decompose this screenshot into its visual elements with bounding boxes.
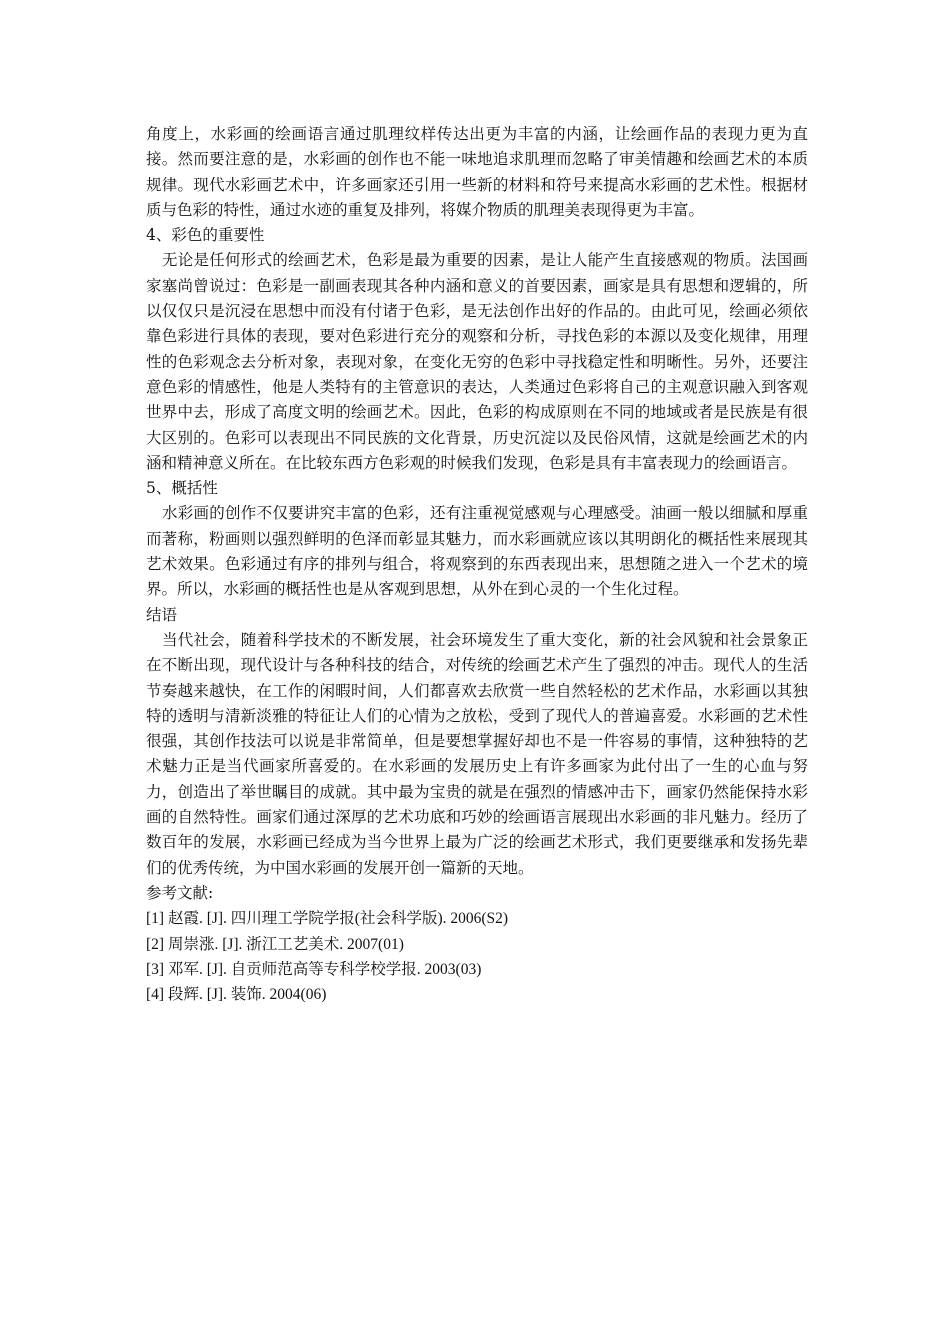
references-heading: 参考文献:	[146, 883, 214, 902]
document-page	[146, 122, 808, 1007]
conclusion-body: 当代社会，随着科学技术的不断发展，社会环境发生了重大变化，新的社会风貌和社会景象正在不断出现，现代设计与各种科技的结合，对传统的绘画艺术产生了强烈的冲击。现代人的生活节奏越来越快，在工作的闲暇时间，人们都喜欢去欣赏一些自然轻松的艺术作品，水彩画以其独特的透明与清新淡雅的特征让人们的心情为之放松，受到了现代人的普遍喜爱。水彩画的艺术性很强，其创作技法可以说是非常简单，但是要想掌握好却也不是一件容易的事情，这种独特的艺术魅力正是当代画家所喜爱的。在水彩画的发展历史上有许多画家为此付出了一生的心血与努力，创造出了举世瞩目的成就。其中最为宝贵的就是在强烈的情感冲击下，画家仍然能保持水彩画的自然特性。画家们通过深厚的艺术功底和巧妙的绘画语言展现出水彩画的非凡魅力。经历了数百年的发展，水彩画已经成为当今世界上最为广泛的绘画艺术形式，我们更要继承和发扬先辈们的优秀传统，为中国水彩画的发展开创一篇新的天地。	[146, 630, 808, 877]
reference-item: [1] 赵霞. [J]. 四川理工学院学报(社会科学版). 2006(S2)	[146, 910, 509, 928]
section-4-heading: 4、彩色的重要性	[146, 226, 265, 245]
conclusion-heading: 结语	[146, 605, 178, 624]
references-list	[146, 906, 808, 1007]
section-5-body: 水彩画的创作不仅要讲究丰富的色彩，还有注重视觉感观与心理感受。油画一般以细腻和厚重而著称，粉画则以强烈鲜明的色泽而彰显其魅力，而水彩画就应该以其明朗化的概括性来展现其艺术效果。色彩通过有序的排列与组合，将观察到的东西表现出来，思想随之进入一个艺术的境界。所以，水彩画的概括性也是从客观到思想，从外在到心灵的一个生化过程。	[146, 504, 808, 599]
section-5-heading: 5、概括性	[146, 479, 218, 498]
section-4-body: 无论是任何形式的绘画艺术，色彩是最为重要的因素，是让人能产生直接感观的物质。法国画家塞尚曾说过：色彩是一副画表现其各种内涵和意义的首要因素，画家是具有思想和逻辑的，所以仅仅只是沉浸在思想中而没有付诸于色彩，是无法创作出好的作品的。由此可见，绘画必须依靠色彩进行具体的表现，要对色彩进行充分的观察和分析，寻找色彩的本源以及变化规律，用理性的色彩观念去分析对象，表现对象，在变化无穷的色彩中寻找稳定性和明晰性。另外，还要注意色彩的情感性，他是人类特有的主管意识的表达，人类通过色彩将自己的主观意识融入到客观世界中去，形成了高度文明的绘画艺术。因此，色彩的构成原则在不同的地域或者是民族是有很大区别的。色彩可以表现出不同民族的文化背景，历史沉淀以及民俗风情，这就是绘画艺术的内涵和精神意义所在。在比较东西方色彩观的时候我们发现，色彩是具有丰富表现力的绘画语言。	[146, 251, 808, 472]
reference-item: [2] 周崇涨. [J]. 浙江工艺美术. 2007(01)	[146, 935, 404, 953]
intro-paragraph: 角度上，水彩画的绘画语言通过肌理纹样传达出更为丰富的内涵，让绘画作品的表现力更为直接。然而要注意的是，水彩画的创作也不能一味地追求肌理而忽略了审美情趣和绘画艺术的本质规律。现代水彩画艺术中，许多画家还引用一些新的材料和符号来提高水彩画的艺术性。根据材质与色彩的特性，通过水迹的重复及排列，将媒介物质的肌理美表现得更为丰富。	[146, 125, 808, 219]
reference-item: [3] 邓军. [J]. 自贡师范高等专科学校学报. 2003(03)	[146, 960, 482, 978]
reference-item: [4] 段辉. [J]. 装饰. 2004(06)	[146, 986, 327, 1004]
